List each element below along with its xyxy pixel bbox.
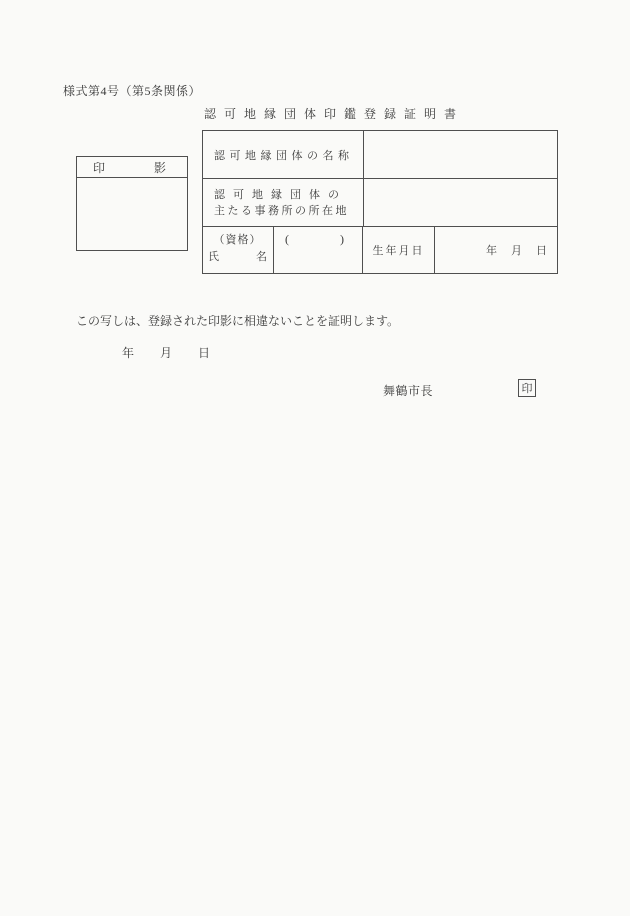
issue-date-month-char: 月 <box>160 346 173 360</box>
birthdate-month-char: 月 <box>511 245 522 257</box>
certificate-table <box>202 130 558 274</box>
qualification-entry-cell <box>274 227 363 273</box>
paren-close: ) <box>340 232 344 246</box>
org-name-label-cell <box>203 131 364 178</box>
issue-date-line <box>122 344 210 361</box>
mayor-signature-label: 舞鶴市長 <box>383 384 434 398</box>
certification-statement: この写しは、登録された印影に相違ないことを証明します。 <box>76 314 400 328</box>
issue-date-year-char: 年 <box>122 346 135 360</box>
issue-date-day-char: 日 <box>198 346 211 360</box>
paren-open: ( <box>285 232 289 246</box>
office-address-label-cell <box>203 179 364 226</box>
birthdate-value-cell <box>435 227 557 273</box>
qualification-name-label-cell <box>203 227 274 273</box>
org-name-value-cell <box>364 131 557 178</box>
table-row-org-name <box>203 131 557 178</box>
name-char-first: 氏 <box>208 251 219 263</box>
office-address-label-line2: 主たる事務所の所在地 <box>214 204 349 217</box>
org-name-label: 認可地縁団体の名称 <box>214 149 354 162</box>
office-address-value-cell <box>364 179 557 226</box>
form-number: 様式第4号（第5条関係） <box>63 84 202 98</box>
official-stamp-mark <box>518 379 536 397</box>
qualification-label: （資格） <box>213 234 262 246</box>
table-row-office-address <box>203 178 557 226</box>
seal-impression-header-char-left: 印 <box>93 160 106 175</box>
table-row-representative <box>203 226 557 273</box>
stamp-char: 印 <box>521 383 533 395</box>
name-label <box>208 248 267 264</box>
seal-impression-area <box>77 178 187 250</box>
document-title: 認可地縁団体印鑑登録証明書 <box>204 107 465 121</box>
birthdate-year-char: 年 <box>486 245 497 257</box>
seal-impression-header-char-right: 影 <box>153 160 166 175</box>
birthdate-label-cell <box>363 227 435 273</box>
seal-impression-box <box>76 156 188 251</box>
birthdate-day-char: 日 <box>536 245 547 257</box>
seal-impression-header <box>77 157 187 178</box>
birthdate-label: 生年月日 <box>372 245 425 257</box>
name-char-last: 名 <box>256 251 267 263</box>
office-address-label-line1: 認可地縁団体の <box>214 188 347 201</box>
